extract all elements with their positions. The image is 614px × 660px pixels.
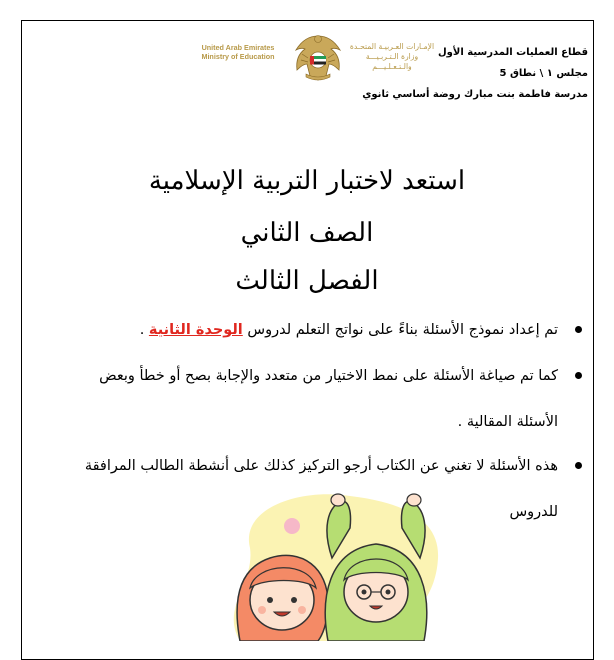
note3-line1: هذه الأسئلة لا تغني عن الكتاب أرجو التركيز كذلك على أنشطة الطالب المرافقة: [84, 458, 558, 474]
ministry-name-en: [192, 43, 284, 61]
term-title: الفصل الثالث: [235, 266, 379, 296]
note2-line1: كما تم صياغة الأسئلة على نمط الاختيار من متعدد والإجابة بصح أو خطأ وبعض: [99, 368, 558, 384]
sector-name: قطاع العمليات المدرسية الأول: [438, 47, 588, 58]
note3-line2: للدروس: [509, 504, 558, 520]
grade-title: الصف الثاني: [240, 218, 374, 248]
unit-highlight: الوحدة الثانية: [148, 322, 243, 338]
uae-emblem-icon: [290, 30, 346, 84]
school-name: مدرسة فاطمة بنت مبارك روضة أساسي ثانوي: [362, 89, 588, 100]
bullet-icon: [575, 462, 582, 469]
note1-end: .: [139, 322, 149, 338]
note1-text: تم إعداد نموذج الأسئلة بناءً على نواتج التعلم لدروس: [242, 322, 558, 338]
page-title: استعد لاختبار التربية الإسلامية: [148, 166, 466, 196]
council-name: مجلس ١ \ نطاق 5: [499, 68, 588, 79]
bullet-icon: [575, 326, 582, 333]
ministry-en-line1: United Arab Emirates: [201, 43, 275, 52]
note2-line2: الأسئلة المقالية .: [457, 414, 558, 430]
list-item: [80, 356, 582, 442]
bullet-icon: [575, 372, 582, 379]
ministry-ar-line2: وزارة الـتـربـيـــة والـتـعـلـيـــم: [365, 52, 419, 71]
ministry-ar-line1: الإمـارات العـربيـة المتحـدة: [349, 42, 435, 51]
ministry-name-ar: [349, 42, 435, 72]
ministry-en-line2: Ministry of Education: [201, 52, 275, 61]
girls-illustration: [210, 488, 450, 641]
list-item: [80, 310, 582, 350]
